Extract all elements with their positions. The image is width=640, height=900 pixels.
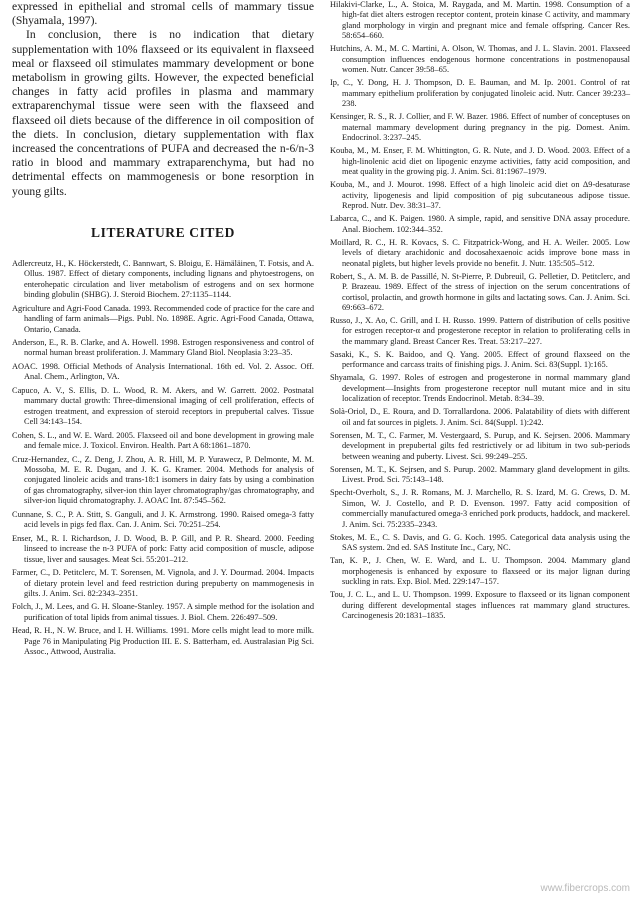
paragraph-conclusion: In conclusion, there is no indication that dietary supplementation with 10% flaxseed or its equivalent in flaxseed meal or flaxseed oil stimulates mammary development or bone metabolism in growing gilts. However, the expected beneficial changes in fatty acid profiles in plasma and mammary extraparenchymal tissue were seen with the flaxseed and flaxseed oil diets because of the difference in oil composition of the diets. In conclusion, dietary supplementation with flax increased the concentrations of PUFA and decreased the n-6/n-3 ratio in blood and mammary extraparenchyma, but had no detrimental effects on mammogenesis or bone resorption in young gilts. bbox=[12, 28, 314, 198]
reference-entry: Ip, C., Y. Dong, H. J. Thompson, D. E. Bauman, and M. Ip. 2001. Control of rat mammary epithelium proliferation by conjugated linoleic acid. Nutr. Cancer 39:233–238. bbox=[330, 78, 630, 109]
reference-entry: Anderson, E., R. B. Clarke, and A. Howell. 1998. Estrogen responsiveness and control of normal human breast proliferation. J. Mammary Gland Biol. Neoplasia 3:23–35. bbox=[12, 338, 314, 358]
reference-entry: Moillard, R. C., H. R. Kovacs, S. C. Fitzpatrick-Wong, and H. A. Weiler. 2005. Low levels of dietary arachidonic and docosahexaenoic acids improve bone mass in neonatal piglets, but higher levels provide no benefit. J. Nutr. 135:505–512. bbox=[330, 237, 630, 268]
reference-entry: Cohen, S. L., and W. E. Ward. 2005. Flaxseed oil and bone development in growing male and female mice. J. Toxicol. Environ. Health. Part A 68:1861–1870. bbox=[12, 430, 314, 451]
reference-entry: Cunnane, S. C., P. A. Stitt, S. Ganguli, and J. K. Armstrong. 1990. Raised omega-3 fatty acid levels in pigs fed flax. Can. J. Anim. Sci. 70:251–254. bbox=[12, 509, 314, 530]
reference-entry: Hutchins, A. M., M. C. Martini, A. Olson, W. Thomas, and J. L. Slavin. 2001. Flaxseed consumption influences endogenous hormone concentrations in postmenopausal women. Nutr. Cancer 39:58–65. bbox=[330, 44, 630, 75]
reference-list-right bbox=[330, 0, 630, 622]
reference-entry: Kouba, M., and J. Mourot. 1998. Effect of a high linoleic acid diet on Δ9-desaturase activity, lipogenesis and lipid composition of pig subcutaneous adipose tissue. Reprod. Nutr. Dev. 38:31–37. bbox=[330, 180, 630, 211]
reference-entry: Hilakivi-Clarke, L., A. Stoica, M. Raygada, and M. Martin. 1998. Consumption of a high-fat diet alters estrogen receptor content, protein kinase C activity, and mammary gland morphology in virgin and pregnant mice and female offspring. Cancer Res. 58:654–660. bbox=[330, 0, 630, 41]
reference-entry: Sorensen, M. T., K. Sejrsen, and S. Purup. 2002. Mammary gland development in gilts. Livest. Prod. Sci. 75:143–148. bbox=[330, 464, 630, 485]
reference-entry: Solà-Oriol, D., E. Roura, and D. Torrallardona. 2006. Palatability of diets with different oil and fat sources in piglets. J. Anim. Sci. 84(Suppl. 1):242. bbox=[330, 407, 630, 427]
paragraph-continuation: expressed in epithelial and stromal cells of mammary tissue (Shyamala, 1997). bbox=[12, 0, 314, 28]
left-column bbox=[12, 0, 314, 661]
reference-entry: Tan, K. P., J. Chen, W. E. Ward, and L. U. Thompson. 2004. Mammary gland morphogenesis is enhanced by exposure to flaxseed or its major lignan during suckling in rats. Exp. Biol. Med. 229:147–157. bbox=[330, 556, 630, 587]
reference-entry: Robert, S., A. M. B. de Passillé, N. St-Pierre, P. Dubreuil, G. Pelletier, D. Petitclerc, and P. Brazeau. 1989. Effect of the stress of injection on the serum concentrations of cortisol, prolactin, and growth hormone in gilts and lactating sows. Can. J. Anim. Sci. 69:663–672. bbox=[330, 271, 630, 312]
reference-entry: Tou, J. C. L., and L. U. Thompson. 1999. Exposure to flaxseed or its lignan component during different developmental stages influences rat mammary gland structures. Carcinogenesis 20:1831–1835. bbox=[330, 590, 630, 621]
section-heading-literature-cited: LITERATURE CITED bbox=[90, 224, 235, 240]
watermark: www.fibercrops.com bbox=[540, 883, 630, 894]
reference-entry: Enser, M., R. I. Richardson, J. D. Wood, B. P. Gill, and P. R. Sheard. 2000. Feeding linseed to increase the n-3 PUFA of pork: Fatty acid composition of muscle, adipose tissue, liver and sausages. Meat Sci. 55:201–212. bbox=[12, 533, 314, 564]
reference-entry: Kensinger, R. S., R. J. Collier, and F. W. Bazer. 1986. Effect of number of conceptuses on maternal mammary development during pregnancy in the pig. Domest. Anim. Endocrinol. 3:237–245. bbox=[330, 112, 630, 143]
reference-entry: Labarca, C., and K. Paigen. 1980. A simple, rapid, and sensitive DNA assay procedure. Anal. Biochem. 102:344–352. bbox=[330, 214, 630, 234]
reference-entry: Head, R. H., N. W. Bruce, and I. H. Williams. 1991. More cells might lead to more milk. Page 76 in Manipulating Pig Production III. E. S. Batterham, ed. Australasian Pig Sci. Assoc., Attwood, Australia. bbox=[12, 626, 314, 657]
reference-entry: Agriculture and Agri-Food Canada. 1993. Recommended code of practice for the care and handling of farm animals—Pigs. Publ. No. 1898E. Agric. Agri-Food Canada, Ottawa, Ontario, Canada. bbox=[12, 303, 314, 334]
reference-entry: Stokes, M. E., C. S. Davis, and G. G. Koch. 1995. Categorical data analysis using the SAS system. 2nd ed. SAS Institute Inc., Cary, NC. bbox=[330, 532, 630, 553]
reference-entry: Kouba, M., M. Enser, F. M. Whittington, G. R. Nute, and J. D. Wood. 2003. Effect of a high-linolenic acid diet on lipogenic enzyme activities, fatty acid composition, and meat quality in the growing pig. J. Anim. Sci. 81:1967–1979. bbox=[330, 146, 630, 177]
conclusion-text bbox=[12, 0, 314, 199]
reference-entry: Shyamala, G. 1997. Roles of estrogen and progesterone in normal mammary gland development—Insights from progesterone receptor null mutant mice and in situ localization of receptor. Trends Endocrinol. Metab. 8:34–39. bbox=[330, 373, 630, 404]
reference-entry: Sasaki, K., S. K. Baidoo, and Q. Yang. 2005. Effect of ground flaxseed on the performance and carcass traits of finishing pigs. J. Anim. Sci. 83(Suppl. 1):165. bbox=[330, 349, 630, 370]
reference-list-left bbox=[12, 259, 314, 658]
reference-entry: Adlercreutz, H., K. Höckerstedt, C. Bannwart, S. Bloigu, E. Hämäläinen, T. Fotsis, and A. Ollus. 1987. Effect of dietary components, including lignans and phytoestrogens, on enterohepatic circulation and liver metabolism of estrogens and on sex hormone binding globulin (SHBG). J. Steroid Biochem. 27:1135–1144. bbox=[12, 258, 314, 300]
reference-entry: Cruz-Hernandez, C., Z. Deng, J. Zhou, A. R. Hill, M. P. Yurawecz, P. Delmonte, M. M. Mossoba, M. E. R. Dugan, and J. K. G. Kramer. 2004. Methods for analysis of conjugated linoleic acids and trans-18:1 isomers in dairy fats by using a combination of gas chromatography, silver-ion thin layer chromatography/gas chromatography, and silver-ion liquid chromatography. J. AOAC Int. 87:545–562. bbox=[12, 454, 314, 506]
right-column bbox=[330, 0, 630, 624]
reference-entry: Specht-Overholt, S., J. R. Romans, M. J. Marchello, R. S. Izard, M. G. Crews, D. M. Simon, W. J. Costello, and P. D. Evenson. 1997. Fatty acid composition of commercially manufactured omega-3 enriched pork products, haddock, and mackerel. J. Anim. Sci. 75:2335–2343. bbox=[330, 488, 630, 529]
reference-entry: Capuco, A. V., S. Ellis, D. L. Wood, R. M. Akers, and W. Garrett. 2002. Postnatal mammary ductal growth: Three-dimensional imaging of cell proliferation, effects of estrogen treatment, and expression of steroid receptors in prepubertal calves. Tissue Cell 34:143–154. bbox=[12, 385, 314, 427]
reference-entry: Folch, J., M. Lees, and G. H. Sloane-Stanley. 1957. A simple method for the isolation and purification of total lipids from animal tissues. J. Biol. Chem. 226:497–509. bbox=[12, 602, 314, 622]
reference-entry: AOAC. 1998. Official Methods of Analysis International. 16th ed. Vol. 2. Assoc. Off. Anal. Chem., Arlington, VA. bbox=[12, 361, 314, 382]
reference-entry: Russo, J., X. Ao, C. Grill, and I. H. Russo. 1999. Pattern of distribution of cells positive for estrogen receptor-α and progesterone receptor in relation to proliferating cells in the mammary gland. Breast Cancer Res. Treat. 53:217–227. bbox=[330, 316, 630, 346]
reference-entry: Farmer, C., D. Petitclerc, M. T. Sorensen, M. Vignola, and J. Y. Dourmad. 2004. Impacts of dietary protein level and feed restriction during prepuberty on mammogenesis in gilts. J. Anim. Sci. 82:2343–2351. bbox=[12, 568, 314, 598]
reference-entry: Sorensen, M. T., C. Farmer, M. Vestergaard, S. Purup, and K. Sejrsen. 2006. Mammary development in prepubertal gilts fed restrictively or ad libitum in two sub-periods between weaning and puberty. Livest. Sci. 99:249–255. bbox=[330, 430, 630, 461]
